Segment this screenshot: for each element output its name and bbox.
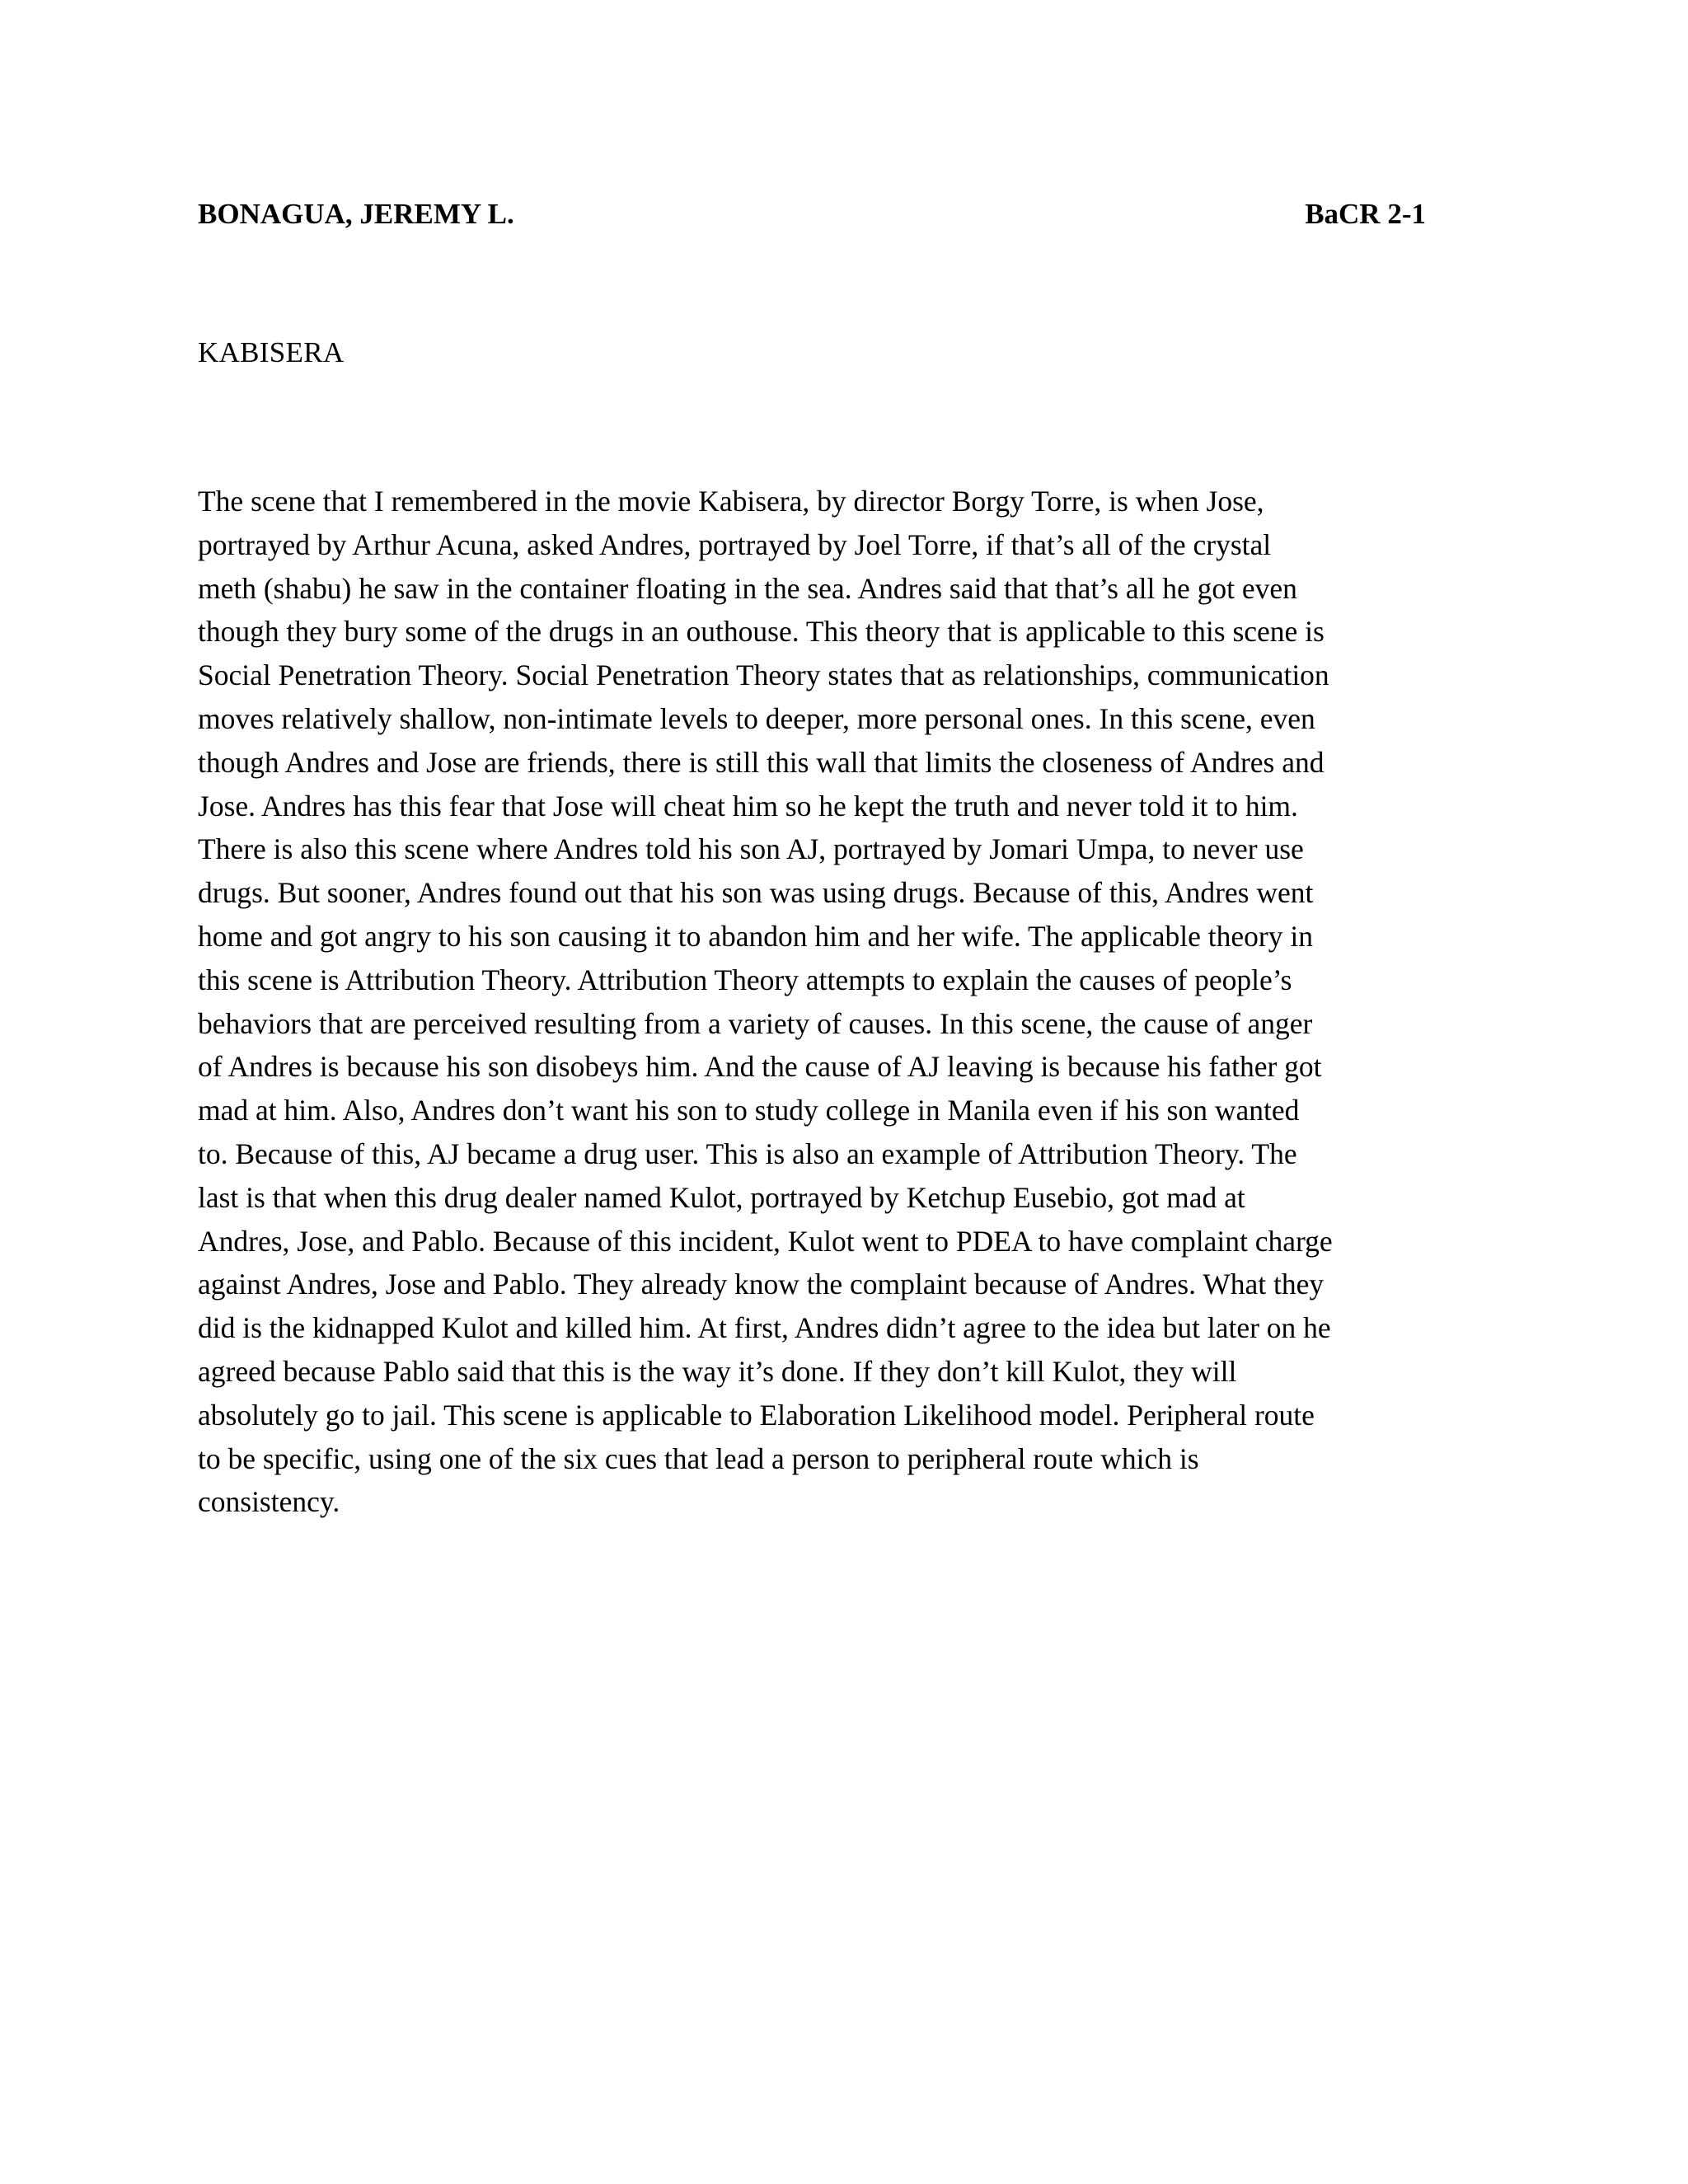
paragraph-line: of Andres is because his son disobeys him. And the cause of AJ leaving is because his father got — [198, 1050, 1322, 1084]
author-name: BONAGUA, JEREMY L. — [198, 198, 514, 230]
paragraph-line: mad at him. Also, Andres don’t want his son to study college in Manila even if his son wanted — [198, 1094, 1300, 1127]
paragraph-line: meth (shabu) he saw in the container floating in the sea. Andres said that that’s all he got even — [198, 571, 1297, 605]
paragraph-line: to. Because of this, AJ became a drug user. This is also an example of Attribution Theory. The — [198, 1137, 1297, 1170]
paragraph-line: Jose. Andres has this fear that Jose will cheat him so he kept the truth and never told it to him. — [198, 789, 1298, 823]
paragraph-line: There is also this scene where Andres told his son AJ, portrayed by Jomari Umpa, to never use — [198, 832, 1304, 866]
document-title: KABISERA — [198, 336, 345, 368]
paragraph-line: consistency. — [198, 1485, 340, 1519]
paragraph-line: Social Penetration Theory. Social Penetration Theory states that as relationships, communication — [198, 658, 1329, 692]
paragraph-line: behaviors that are perceived resulting from a variety of causes. In this scene, the cause of anger — [198, 1006, 1313, 1040]
document-header — [198, 198, 1426, 236]
paragraph-line: portrayed by Arthur Acuna, asked Andres, portrayed by Joel Torre, if that’s all of the crystal — [198, 527, 1272, 561]
paragraph-line: though they bury some of the drugs in an outhouse. This theory that is applicable to this scene is — [198, 615, 1325, 649]
paragraph-line: to be specific, using one of the six cues that lead a person to peripheral route which is — [198, 1441, 1199, 1475]
body-paragraph — [198, 480, 1517, 1524]
paragraph-line: this scene is Attribution Theory. Attribution Theory attempts to explain the causes of people’s — [198, 963, 1292, 996]
paragraph-line: drugs. But sooner, Andres found out that his son was using drugs. Because of this, Andres went — [198, 876, 1314, 910]
paragraph-line: home and got angry to his son causing it to abandon him and her wife. The applicable theory in — [198, 919, 1313, 953]
paragraph-line: absolutely go to jail. This scene is applicable to Elaboration Likelihood model. Peripheral route — [198, 1398, 1315, 1432]
paragraph-line: The scene that I remembered in the movie Kabisera, by director Borgy Torre, is when Jose, — [198, 485, 1264, 518]
paragraph-line: against Andres, Jose and Pablo. They already know the complaint because of Andres. What they — [198, 1268, 1325, 1301]
class-section: BaCR 2-1 — [1305, 198, 1426, 230]
paragraph-line: moves relatively shallow, non-intimate levels to deeper, more personal ones. In this scene, even — [198, 701, 1315, 735]
paragraph-line: did is the kidnapped Kulot and killed him. At first, Andres didn’t agree to the idea but later on he — [198, 1311, 1331, 1345]
paragraph-line: Andres, Jose, and Pablo. Because of this incident, Kulot went to PDEA to have complaint charge — [198, 1224, 1333, 1258]
paragraph-line: last is that when this drug dealer named Kulot, portrayed by Ketchup Eusebio, got mad at — [198, 1180, 1245, 1214]
paragraph-line: though Andres and Jose are friends, there is still this wall that limits the closeness of Andres and — [198, 745, 1325, 779]
paragraph-line: agreed because Pablo said that this is the way it’s done. If they don’t kill Kulot, they will — [198, 1354, 1237, 1388]
